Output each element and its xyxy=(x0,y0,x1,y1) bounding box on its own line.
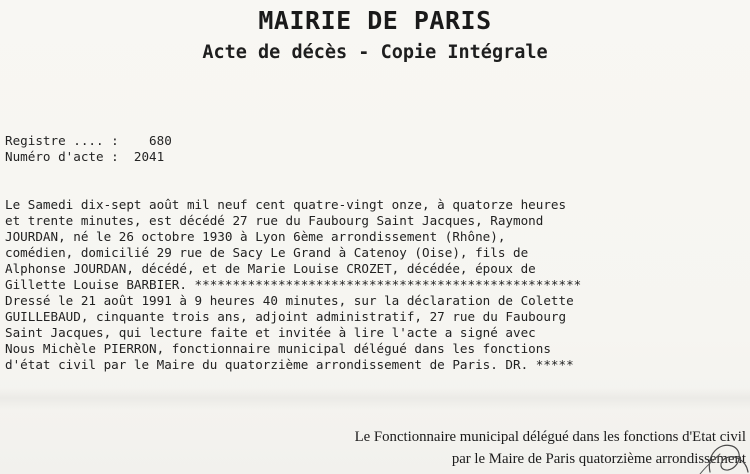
paper-fold xyxy=(0,388,750,410)
registry-info xyxy=(5,133,172,165)
act-text xyxy=(5,197,669,373)
document-subtitle: Acte de décès - Copie Intégrale xyxy=(202,42,548,63)
numero-acte-line: Numéro d'acte : 2041 xyxy=(5,149,165,164)
registre-line: Registre .... : 680 xyxy=(5,133,172,148)
act-line: Nous Michèle PIERRON, fonctionnaire municipal délégué dans les fonctions xyxy=(5,341,551,356)
signature-line-2: par le Maire de Paris quatorzième arrondissement xyxy=(451,451,746,467)
document-title: MAIRIE DE PARIS xyxy=(258,6,492,35)
act-line: Dressé le 21 août 1991 à 9 heures 40 minutes, sur la déclaration de Colette xyxy=(5,293,574,308)
act-line: comédien, domicilié 29 rue de Sacy Le Grand à Catenoy (Oise), fils de xyxy=(5,245,529,260)
act-line: Le Samedi dix-sept août mil neuf cent quatre-vingt onze, à quatorze heures xyxy=(5,197,567,212)
signature-line-1: Le Fonctionnaire municipal délégué dans les fonctions d'Etat civil xyxy=(354,429,746,445)
act-line: Saint Jacques, qui lecture faite et invitée à lire l'acte a signé avec xyxy=(5,325,536,340)
act-line: JOURDAN, né le 26 octobre 1930 à Lyon 6ème arrondissement (Rhône), xyxy=(5,229,506,244)
act-line: GUILLEBAUD, cinquante trois ans, adjoint administratif, 27 rue du Faubourg xyxy=(5,309,567,324)
act-line: d'état civil par le Maire du quatorzième arrondissement de Paris. DR. ***** xyxy=(5,357,574,372)
act-line: Gillette Louise BARBIER. *************************************************** xyxy=(5,277,582,292)
act-line: et trente minutes, est décédé 27 rue du Faubourg Saint Jacques, Raymond xyxy=(5,213,544,228)
act-line: Alphonse JOURDAN, décédé, et de Marie Louise CROZET, décédée, époux de xyxy=(5,261,536,276)
signature-scribble xyxy=(680,424,750,474)
